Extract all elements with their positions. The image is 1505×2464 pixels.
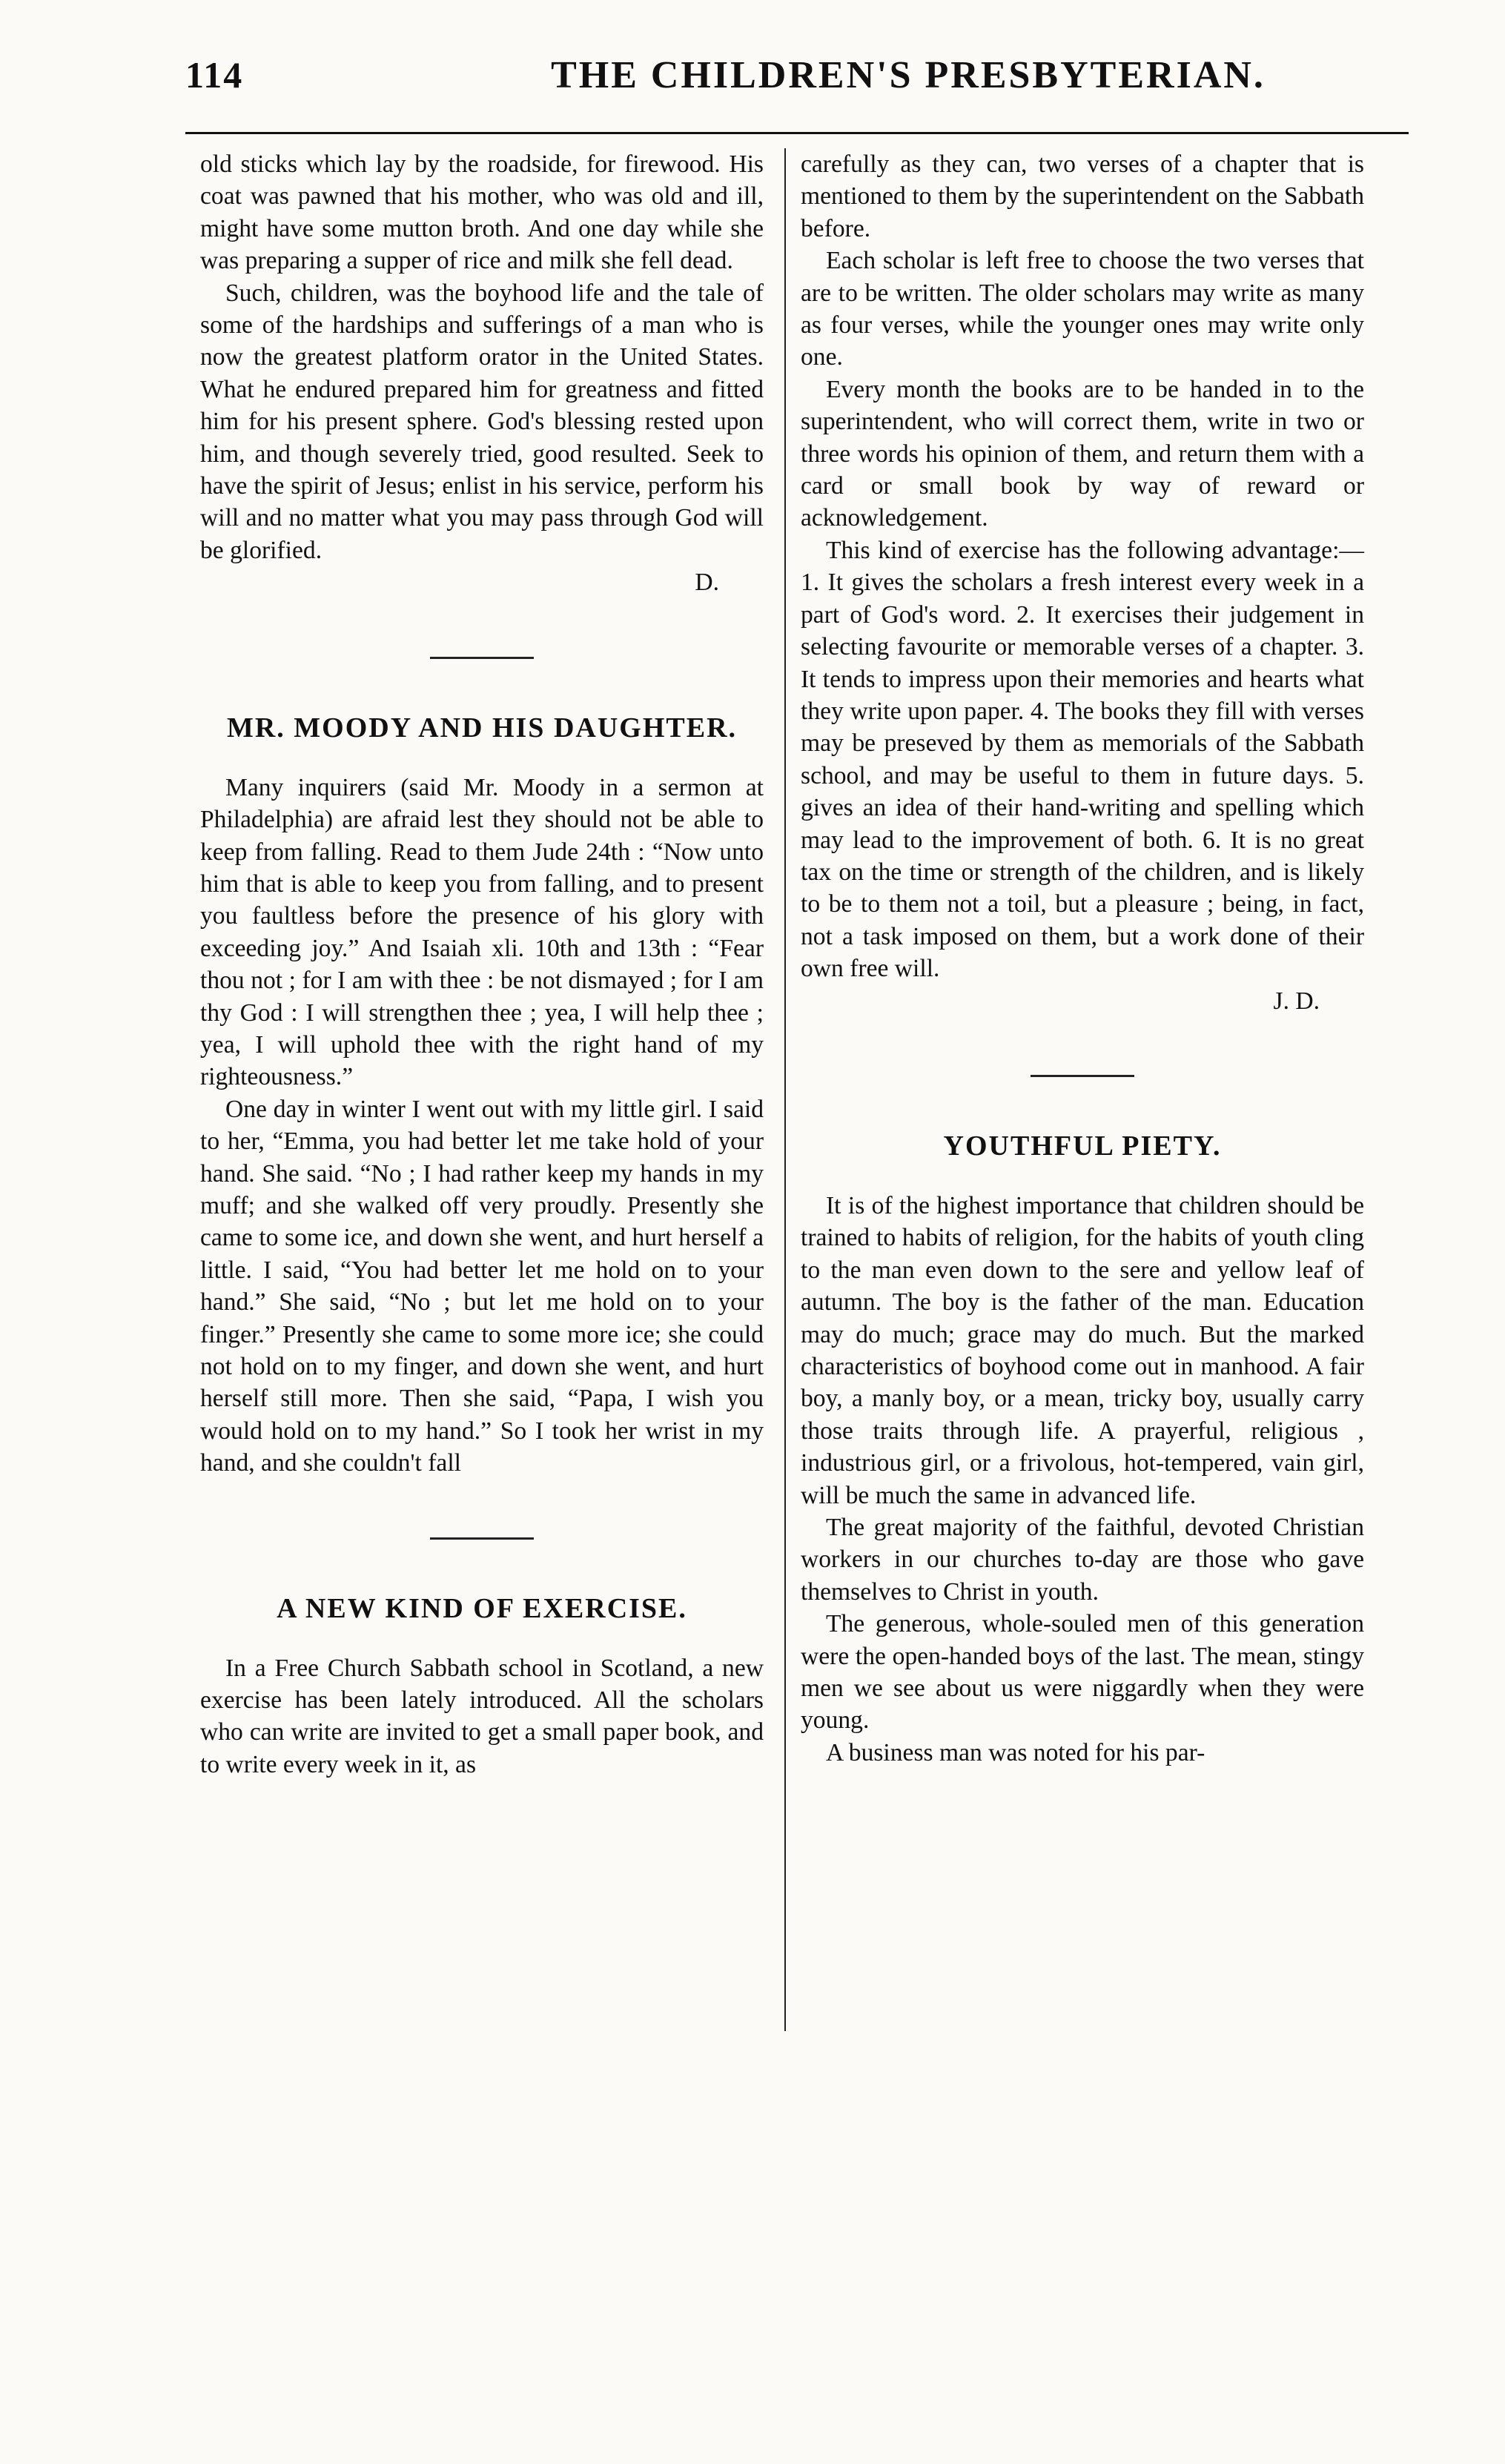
intro-signature: D.	[695, 569, 719, 597]
exercise-continued-3: Every month the books are to be handed in to the superintendent, who will correct them, write in two or three words his opinion of them, and return them with a card or small book by way of reward or acknowledgement.	[801, 375, 1364, 532]
page-header	[185, 53, 1372, 113]
exercise-continued-4: This kind of exercise has the following advantage:—1. It gives the scholars a fresh interest every week in a part of God's word. 2. It exercises their judgement in selecting favourite or memorable verses of a chapter. 3. It tends to impress upon their memories and hearts what they write upon paper. 4. The books they fill with verses may be preseved by them as memorials of the Sabbath school, and may be useful to them in future days. 5. gives an idea of their hand-writing and spelling which may lead to the improvement of both. 6. It is no great tax on the time or strength of the children, and is likely to be to them not a toil, but a pleasure ; being, in fact, not a task imposed on them, but a work done of their own free will.	[801, 536, 1364, 983]
intro-paragraph-1: old sticks which lay by the roadside, for firewood. His coat was pawned that his mother, who was old and ill, might have some mutton broth. And one day while she was preparing a supper of rice and milk she fell dead.	[200, 150, 764, 275]
right-column	[801, 148, 1364, 1769]
piety-paragraph-4: A business man was noted for his par-	[826, 1738, 1205, 1766]
exercise-signature: J. D.	[1273, 987, 1320, 1015]
exercise-continued-2: Each scholar is left free to choose the two verses that are to be written. The older scholars may write as many as four verses, while the younger ones may write only one.	[801, 247, 1364, 371]
section-divider	[1031, 1075, 1134, 1077]
moody-paragraph-1: Many inquirers (said Mr. Moody in a sermon at Philadelphia) are afraid lest they should not be able to keep from falling. Read to them Jude 24th : “Now unto him that is able to keep you from falling, and to present you faultless before the presence of his glory with exceeding joy.” And Isaiah xli. 10th and 13th : “Fear thou not ; for I am with thee : be not dismayed ; for I am thy God : I will strengthen thee ; yea, I will help thee ; yea, I will uphold thee with the right hand of my righteousness.”	[200, 773, 764, 1091]
piety-paragraph-1: It is of the highest importance that children should be trained to habits of religion, for the habits of youth cling to the man even down to the sere and yellow leaf of autumn. The boy is the father of the man. Education may do much; grace may do much. But the marked characteristics of boyhood come out in manhood. A fair boy, a manly boy, or a mean, tricky boy, usually carry those traits through life. A prayerful, religious , industrious girl, or a frivolous, hot-tempered, vain girl, will be much the same in advanced life.	[801, 1191, 1364, 1509]
intro-paragraph-2: Such, children, was the boyhood life and the tale of some of the hardships and sufferings of a man who is now the greatest platform orator in the United States. What he endured prepared him for greatness and fitted him for his present sphere. God's blessing rested upon him, and though severely tried, good resulted. Seek to have the spirit of Jesus; enlist in his service, perform his will and no matter what you may pass through God will be glorified.	[200, 279, 764, 564]
left-column	[200, 148, 764, 1781]
piety-paragraph-3: The generous, whole-souled men of this generation were the open-handed boys of the last. The mean, stingy men we see about us were niggardly when they were young.	[801, 1610, 1364, 1735]
piety-article-title: YOUTHFUL PIETY.	[943, 1130, 1222, 1162]
exercise-continued-1: carefully as they can, two verses of a chapter that is mentioned to them by the superintendent on the Sabbath before.	[801, 150, 1364, 242]
section-divider	[430, 657, 534, 659]
exercise-paragraph-1: In a Free Church Sabbath school in Scotland, a new exercise has been lately introduced. All the scholars who can write are invited to get a small paper book, and to write every week in it, as	[200, 1654, 764, 1778]
piety-paragraph-2: The great majority of the faithful, devoted Christian workers in our churches to-day are those who gave themselves to Christ in youth.	[801, 1514, 1364, 1606]
moody-article-title: MR. MOODY AND HIS DAUGHTER.	[226, 712, 738, 743]
column-divider	[784, 148, 786, 2031]
page-number: 114	[185, 54, 244, 96]
exercise-article-title: A NEW KIND OF EXERCISE.	[277, 1592, 687, 1624]
moody-paragraph-2: One day in winter I went out with my little girl. I said to her, “Emma, you had better let me take hold of your hand. She said. “No ; I had rather keep my hands in my muff; and she walked off very proudly. Presently she came to some ice, and down she went, and hurt herself a little. I said, “You had better let me hold on to your hand.” She said, “No ; but let me hold on to your finger.” Presently she came to some more ice; she could not hold on to my finger, and down she went, and hurt herself still more. Then she said, “Papa, I wish you would hold on to my hand.” So I took her wrist in my hand, and she couldn't fall	[200, 1095, 764, 1477]
running-title: THE CHILDREN'S PRESBYTERIAN.	[551, 54, 1266, 96]
section-divider	[430, 1537, 534, 1540]
header-rule	[185, 132, 1409, 134]
